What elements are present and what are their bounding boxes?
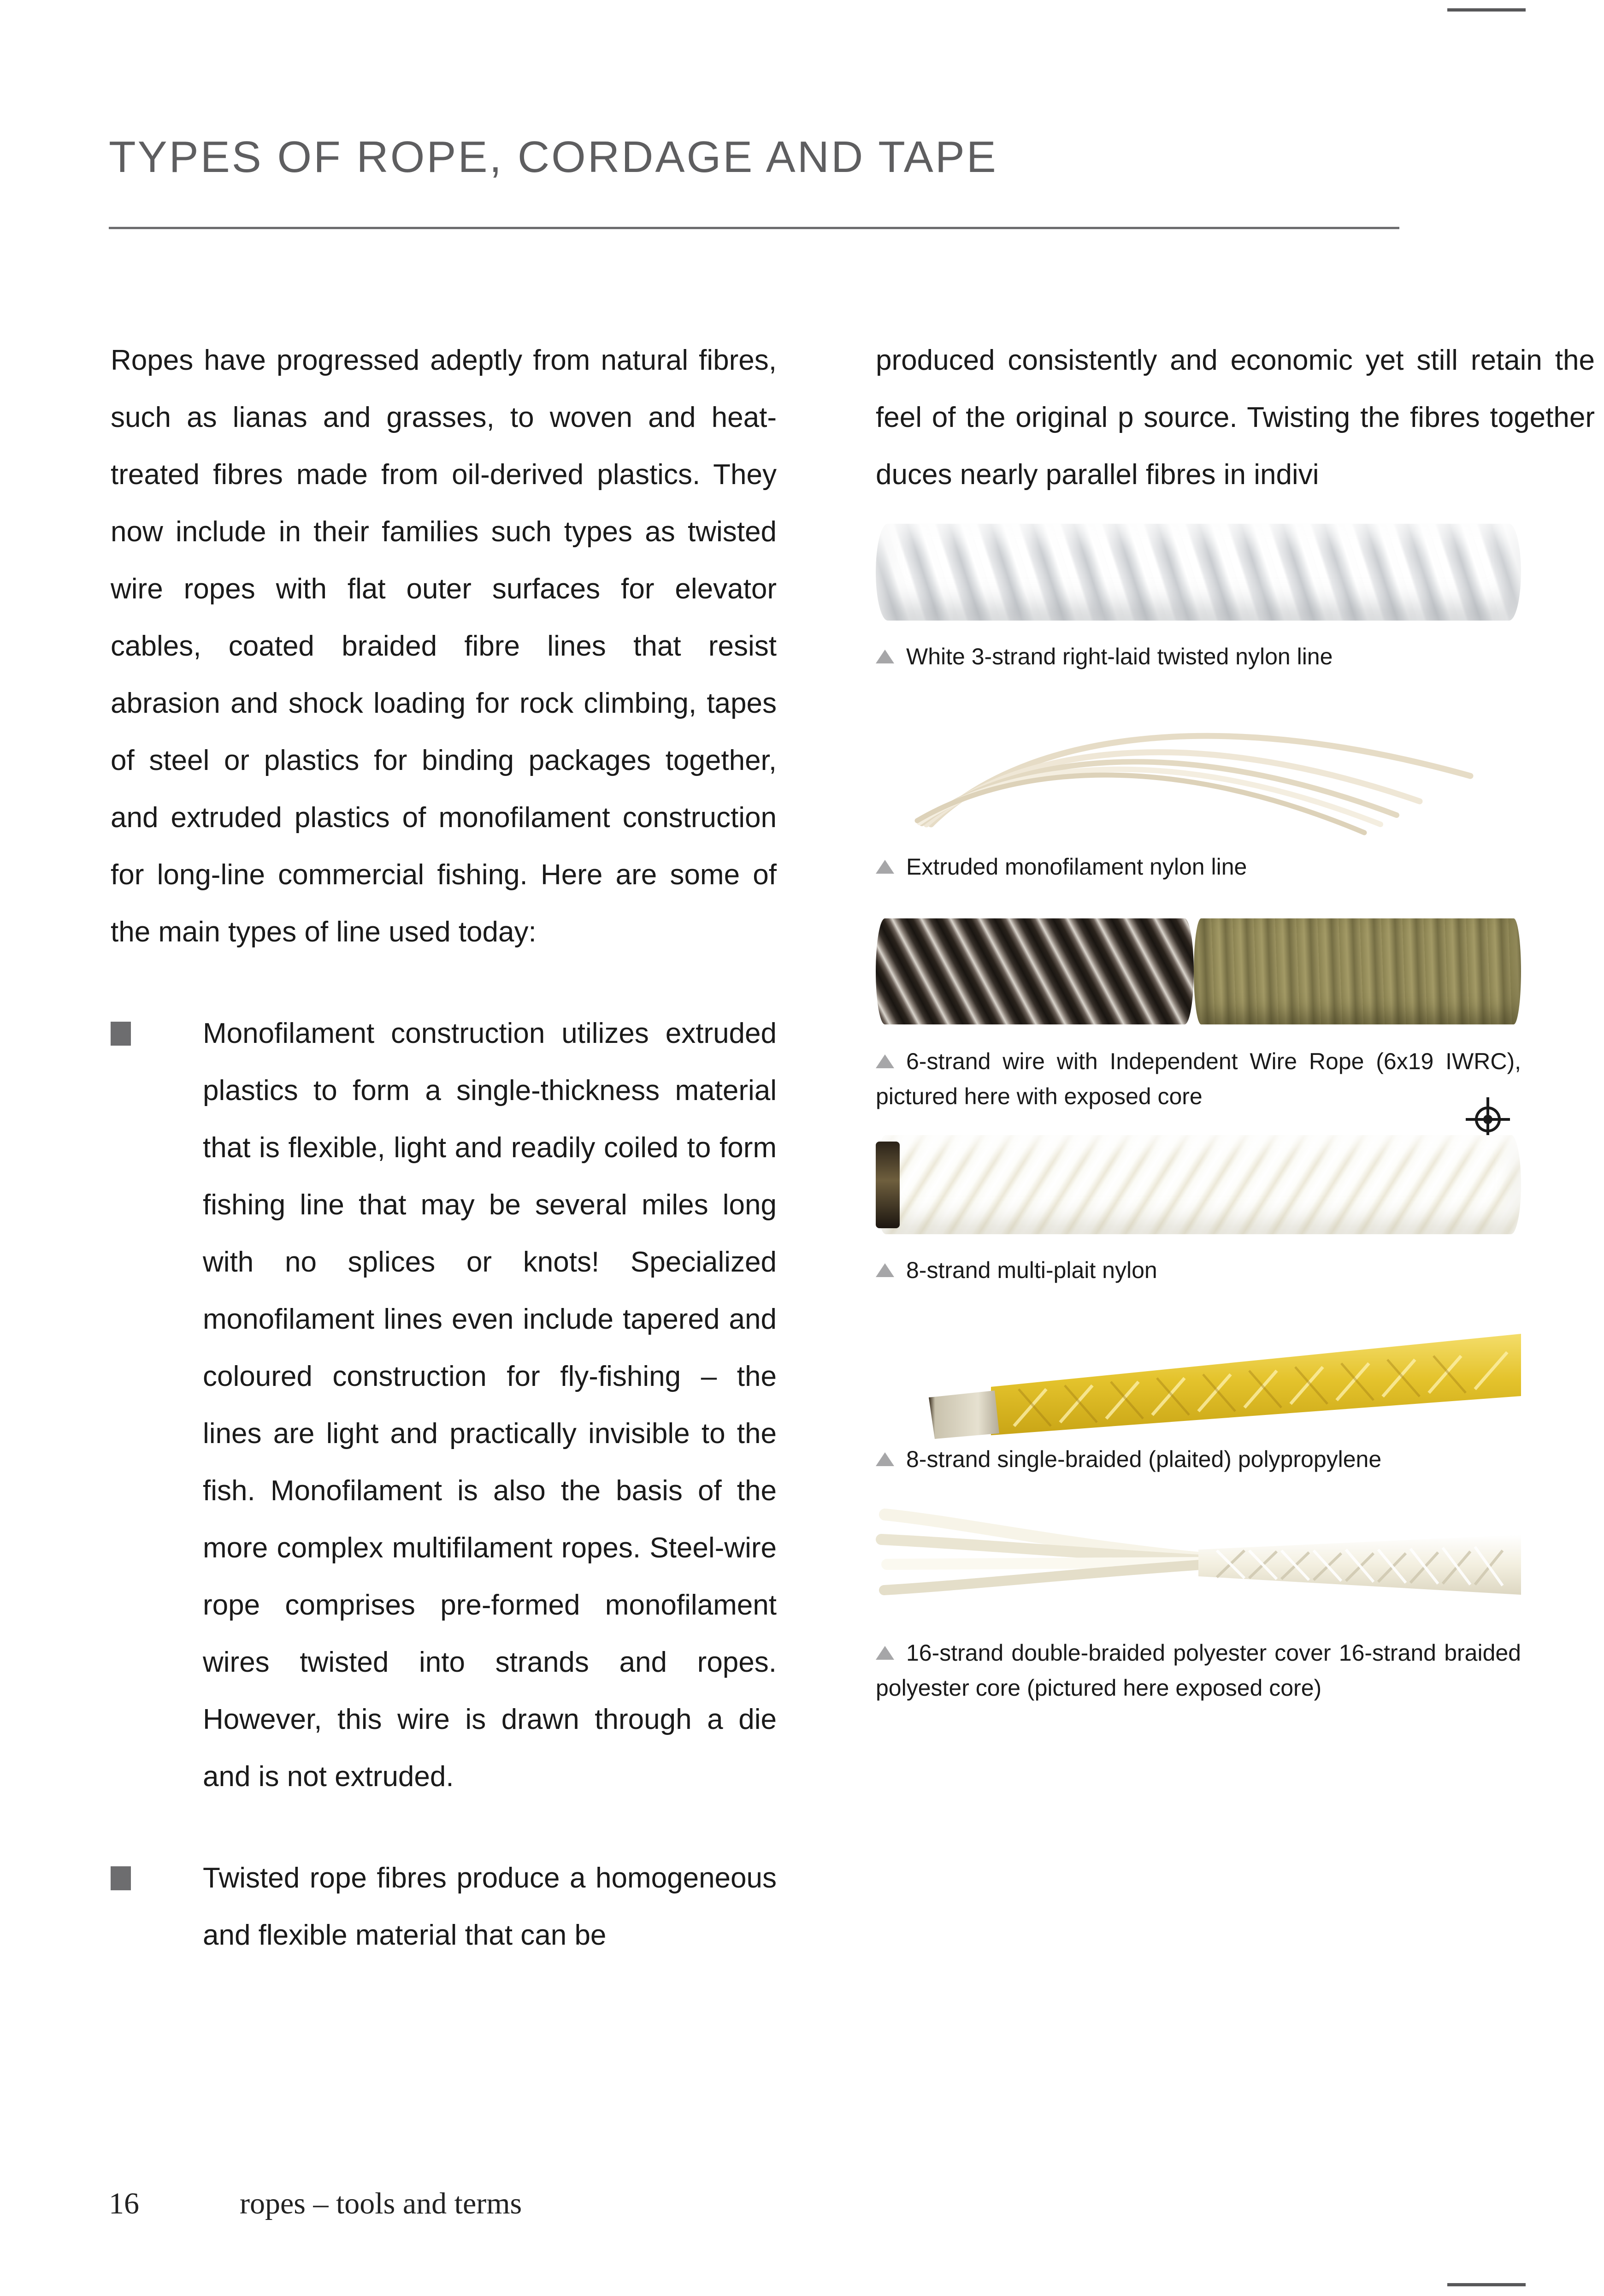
6-strand-wire-rope-iwrc-photo: [876, 918, 1521, 1024]
triangle-marker-icon: [876, 650, 894, 663]
white-3-strand-twisted-nylon-rope-photo: [876, 524, 1521, 621]
page-number: 16: [109, 2187, 139, 2220]
triangle-marker-icon: [876, 860, 894, 874]
caption-text: Extruded monofilament nylon line: [906, 854, 1247, 880]
crop-mark-bottom: [1447, 2283, 1526, 2286]
caption-text: 8-strand multi-plait nylon: [906, 1257, 1157, 1283]
figure-multiplait-nylon: [876, 1135, 1521, 1288]
triangle-marker-icon: [876, 1263, 894, 1277]
caption-text: 16-strand double-braided polyester cover 16-strand braided polyester core (pictured here exposed core): [876, 1640, 1521, 1701]
list-item: [111, 1005, 777, 1805]
list-item: [111, 1850, 777, 1964]
left-column: [111, 332, 777, 2008]
figure-polypropylene: [876, 1302, 1521, 1477]
figure-wire-rope: [876, 918, 1521, 1114]
figure-caption: [876, 639, 1521, 674]
square-bullet-icon: [111, 1022, 131, 1046]
triangle-marker-icon: [876, 1646, 894, 1660]
caption-text: 6-strand wire with Independent Wire Rope (6x19 IWRC), pictured here with exposed core: [876, 1048, 1521, 1109]
triangle-marker-icon: [876, 1054, 894, 1068]
list-item-text: Twisted rope fibres produce a homogeneous and flexible material that can be: [203, 1862, 777, 1951]
figure-caption: [876, 849, 1521, 884]
crop-mark-top: [1447, 8, 1526, 12]
figure-monofilament: [876, 686, 1521, 884]
page-title: TYPES OF ROPE, CORDAGE AND TAPE: [109, 132, 998, 182]
title-divider: [109, 227, 1399, 229]
extruded-monofilament-nylon-line-photo: [876, 686, 1521, 838]
figure-caption: [876, 1044, 1521, 1114]
figure-caption: [876, 1635, 1521, 1705]
running-foot: ropes – tools and terms: [240, 2187, 522, 2220]
8-strand-multi-plait-nylon-photo: [876, 1135, 1521, 1234]
caption-text: 8-strand single-braided (plaited) polypropylene: [906, 1446, 1382, 1472]
figure-double-braided-polyester: [876, 1495, 1521, 1705]
right-column: [876, 332, 1595, 1705]
square-bullet-icon: [111, 1866, 131, 1890]
8-strand-plaited-polypropylene-photo: [876, 1302, 1521, 1440]
intro-paragraph: Ropes have progressed adeptly from natural fibres, such as lianas and grasses, to woven and heat-treated fibres made from oil-derived plastics. They now include in their families such types as twisted wire ropes with flat outer surfaces for elevator cables, coated braided fibre lines that resist abrasion and shock loading for rock climbing, tapes of steel or plastics for binding packages together, and extruded plastics of monofilament construction for long-line commercial fishing. Here are some of the main types of line used today:: [111, 344, 777, 948]
list-item-text: Monofilament construction utilizes extruded plastics to form a single-thickness material that is flexible, light and readily coiled to form fishing line that may be several miles long with no splices or knots! Specialized monofilament lines even include tapered and coloured construction for fly-fishing – the lines are light and practically invisible to the fish. Monofilament is also the basis of the more complex multifilament ropes. Steel-wire rope comprises pre-formed monofilament wires twisted into strands and ropes. However, this wire is drawn through a die and is not extruded.: [203, 1018, 777, 1793]
continued-paragraph: produced consistently and economic yet still retain the feel of the original p source. Twisting the fibres together duces nearly parallel fibres in indivi: [876, 344, 1595, 491]
16-strand-double-braided-polyester-photo: [876, 1495, 1521, 1624]
triangle-marker-icon: [876, 1452, 894, 1466]
figure-white-3-strand: [876, 524, 1521, 674]
figure-caption: [876, 1442, 1521, 1477]
bullet-list: [111, 1005, 777, 1964]
caption-text: White 3-strand right-laid twisted nylon line: [906, 644, 1333, 669]
figure-caption: [876, 1253, 1521, 1288]
